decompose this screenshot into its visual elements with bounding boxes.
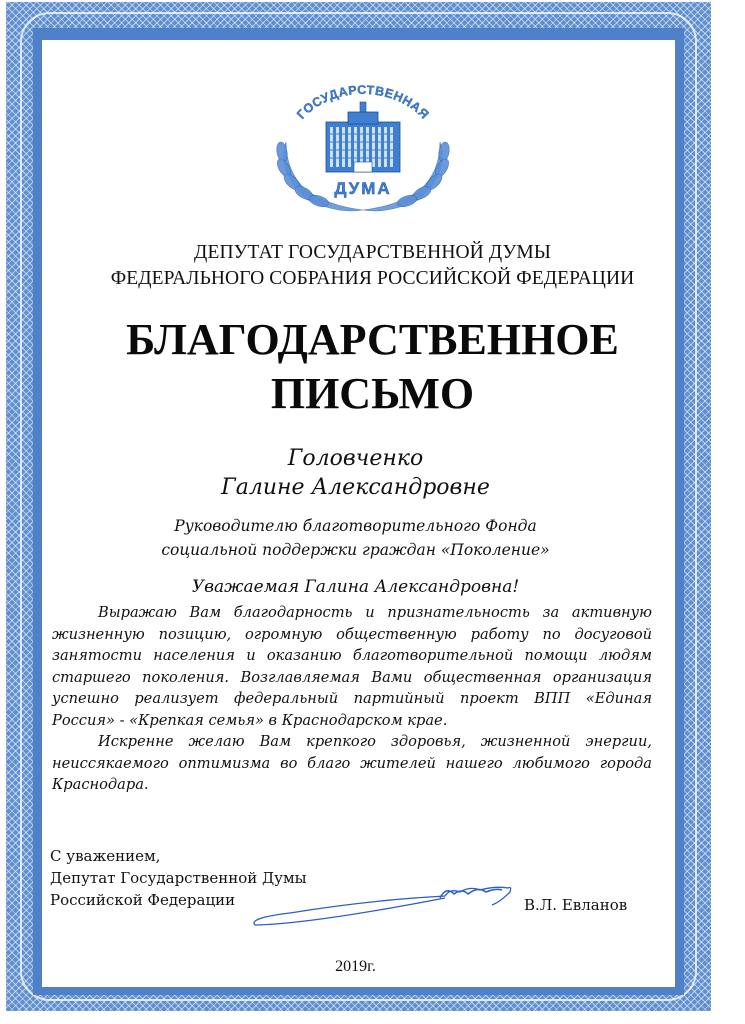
state-duma-emblem-icon: [268, 82, 458, 212]
closing-line-1: С уважением,: [50, 847, 161, 865]
body-paragraph-2: Искренне желаю Вам крепкого здоровья, жизненной энергии, неиссякаемого оптимизма во благо жителей нашего любимого города Краснодара.: [52, 733, 652, 793]
letter-body: [52, 602, 652, 796]
recipient-role-line-1: Руководителю благотворительного Фонда: [174, 517, 537, 535]
letter-year: 2019г.: [335, 958, 376, 975]
title-line-1: БЛАГОДАРСТВЕННОЕ: [126, 315, 619, 364]
recipient-role-line-2: социальной поддержки граждан «Поколение»: [161, 541, 550, 559]
closing-line-3: Российской Федерации: [50, 891, 236, 909]
title-line-2: ПИСЬМО: [270, 369, 475, 418]
greeting: Уважаемая Галина Александровна!: [191, 577, 520, 597]
header-line-1: ДЕПУТАТ ГОСУДАРСТВЕННОЙ ДУМЫ: [194, 242, 551, 263]
recipient-surname: Головченко: [287, 446, 424, 471]
closing-line-2: Депутат Государственной Думы: [50, 869, 307, 887]
recipient-given-names: Галине Александровне: [221, 475, 490, 500]
header-line-2: ФЕДЕРАЛЬНОГО СОБРАНИЯ РОССИЙСКОЙ ФЕДЕРАЦИИ: [110, 268, 635, 289]
svg-text:ГОСУДАРСТВЕННАЯ: ГОСУДАРСТВЕННАЯ: [294, 82, 432, 122]
svg-text:ДУМА: ДУМА: [334, 179, 392, 198]
body-paragraph-1: Выражаю Вам благодарность и признательность за активную жизненную позицию, огромную общественную работу по досуговой занятости населения и оказанию благотворительной помощи людям старшего поколения. Возглавляемая Вами общественная организация успешно реализует федеральный партийный проект ВПП «Единая Россия» - «Крепкая семья» в Краснодарском крае.: [52, 604, 652, 729]
handwritten-signature-icon: [250, 880, 520, 930]
signer-name: В.Л. Евланов: [524, 896, 628, 914]
